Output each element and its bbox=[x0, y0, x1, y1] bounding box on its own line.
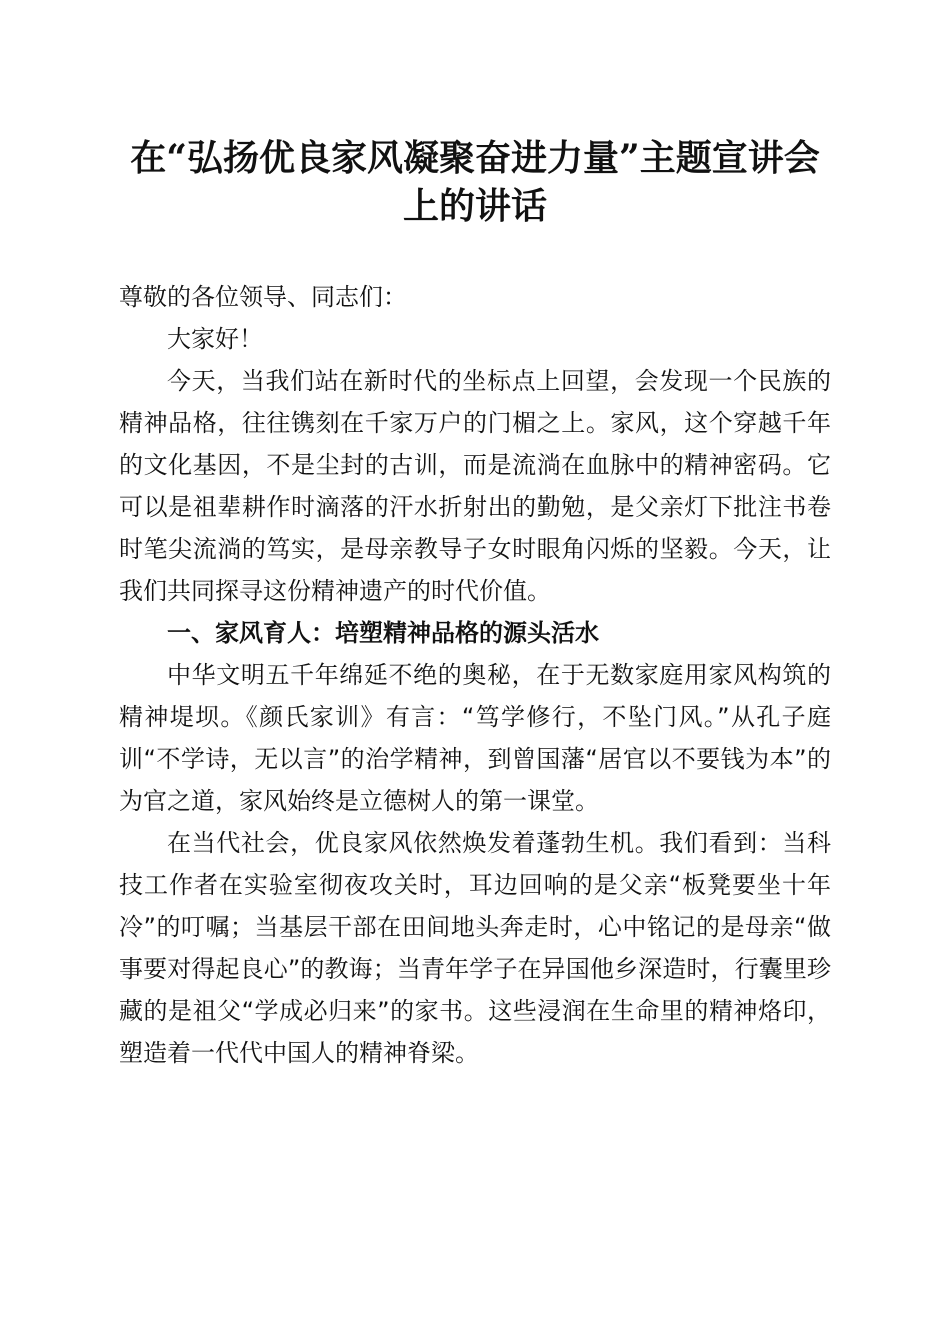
greeting: 大家好！ bbox=[167, 325, 263, 353]
title-line-2: 上的讲话 bbox=[402, 185, 547, 227]
document-body bbox=[119, 276, 831, 1074]
section-1-heading: 一、家风育人：培塑精神品格的源头活水 bbox=[167, 619, 599, 647]
title-line-1: 在“弘扬优良家风凝聚奋进力量”主题宣讲会 bbox=[130, 137, 820, 179]
paragraph-section-1-1: 中华文明五千年绵延不绝的奥秘，在于无数家庭用家风构筑的精神堤坝。《颜氏家训》有言：“笃学修行，不坠门风。”从孔子庭训“不学诗，无以言”的治学精神，到曾国藩“居官以不要钱为本”的为官之道，家风始终是立德树人的第一课堂。 bbox=[119, 661, 831, 815]
paragraph-section-1-2: 在当代社会，优良家风依然焕发着蓬勃生机。我们看到：当科技工作者在实验室彻夜攻关时，耳边回响的是父亲“板凳要坐十年冷”的叮嘱；当基层干部在田间地头奔走时，心中铭记的是母亲“做事要对得起良心”的教诲；当青年学子在异国他乡深造时，行囊里珍藏的是祖父“学成必归来”的家书。这些浸润在生命里的精神烙印，塑造着一代代中国人的精神脊梁。 bbox=[119, 829, 831, 1067]
salutation: 尊敬的各位领导、同志们： bbox=[119, 283, 407, 311]
document-title bbox=[100, 134, 850, 230]
paragraph-intro: 今天，当我们站在新时代的坐标点上回望，会发现一个民族的精神品格，往往镌刻在千家万户的门楣之上。家风，这个穿越千年的文化基因，不是尘封的古训，而是流淌在血脉中的精神密码。它可以是祖辈耕作时滴落的汗水折射出的勤勉，是父亲灯下批注书卷时笔尖流淌的笃实，是母亲教导子女时眼角闪烁的坚毅。今天，让我们共同探寻这份精神遗产的时代价值。 bbox=[119, 367, 831, 605]
